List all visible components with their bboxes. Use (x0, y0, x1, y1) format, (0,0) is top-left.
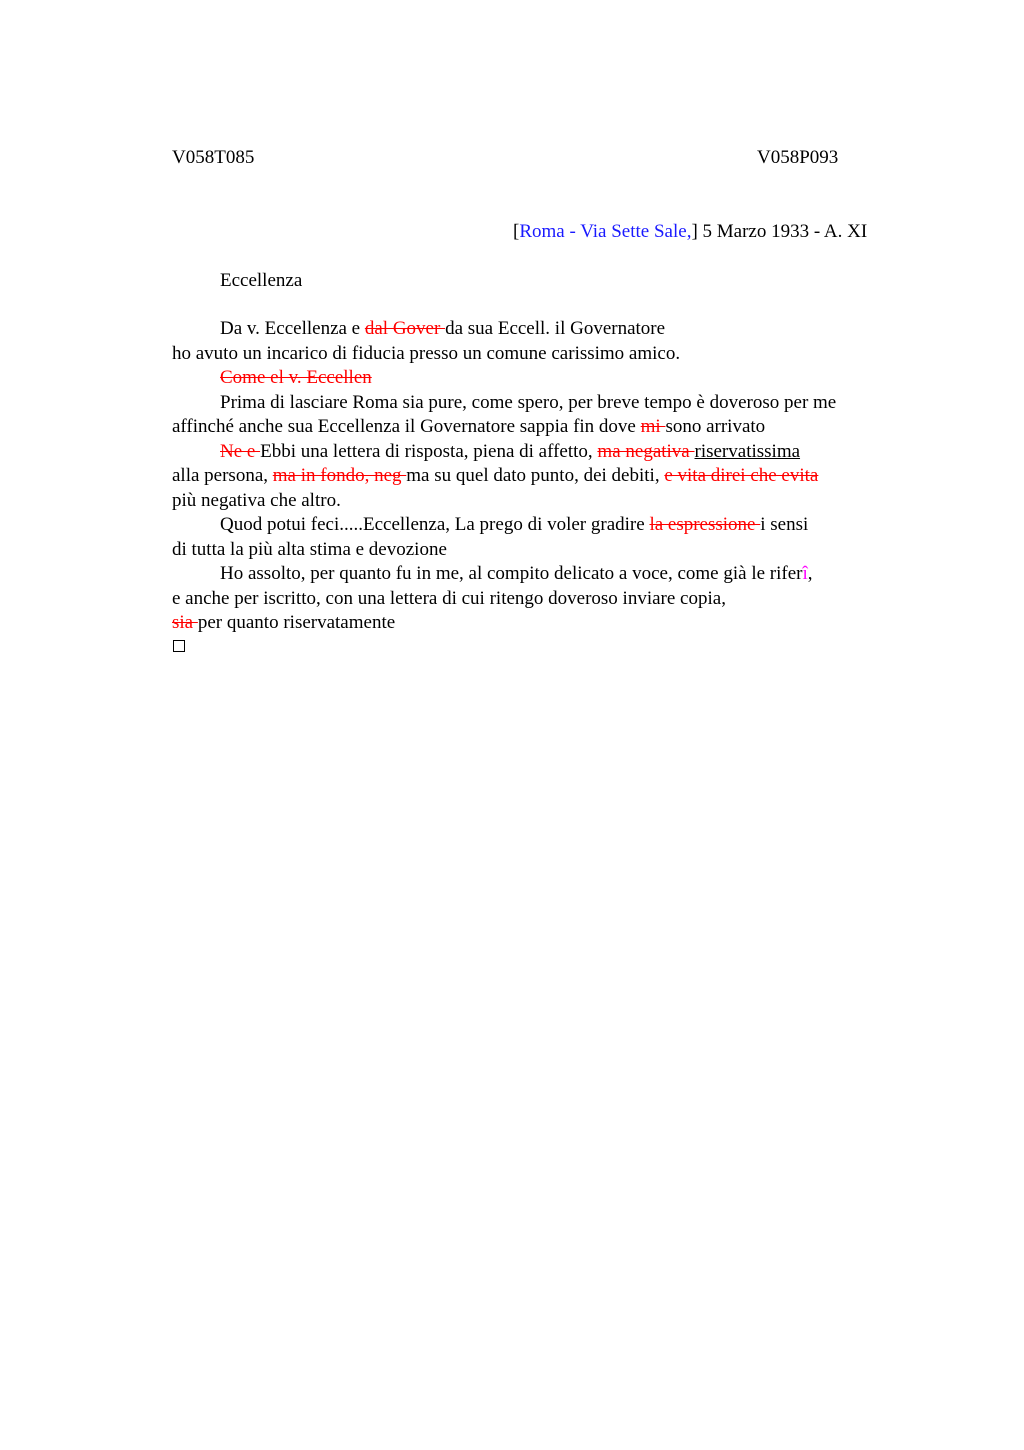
deleted-text: dal Gover (364, 318, 446, 339)
deleted-text: ma in fondo, neg (272, 465, 407, 486)
text-line-8: più negativa che altro. (172, 490, 341, 511)
text-line-4: Prima di lasciare Roma sia pure, come spero, per breve tempo è doveroso per me (220, 392, 837, 413)
empty-box-symbol (173, 640, 185, 652)
deleted-text: Ne e (220, 441, 261, 462)
text-line-13: sia per quanto riservatamente (172, 612, 396, 633)
deleted-text: e vita direi che evita (664, 465, 819, 486)
text-line-7: alla persona, ma in fondo, neg ma su quel dato punto, dei debiti, e vita direi che evita (172, 465, 819, 486)
deleted-text: sia (172, 612, 198, 633)
bracket-close: ] (691, 221, 698, 242)
underlined-text: riservatissima (694, 441, 801, 462)
deleted-text: Come el v. Eccellen (220, 367, 372, 388)
text-line-2: ho avuto un incarico di fiducia presso un comune carissimo amico. (172, 343, 681, 364)
text-line-6: Ne e Ebbi una lettera di risposta, piena di affetto, ma negativa riservatissima (220, 441, 801, 462)
deleted-text: la espressione (649, 514, 761, 535)
text-line-5: affinché anche sua Eccellenza il Governatore sappia fin dove mi sono arrivato (172, 416, 766, 437)
date-text: 5 Marzo 1933 - A. XI (697, 221, 868, 242)
text-line-3 (220, 366, 372, 390)
document-code-left: V058T085 (172, 147, 255, 168)
text-line-1: Da v. Eccellenza e dal Gover da sua Eccell. il Governatore (220, 318, 666, 339)
highlighted-char: î (802, 563, 808, 584)
deleted-text: ma negativa (597, 441, 695, 462)
deleted-text: mi (640, 416, 666, 437)
bracket-open: [ (513, 221, 520, 242)
place-name: Roma - Via Sette Sale, (519, 221, 692, 242)
text-line-9: Quod potui feci.....Eccellenza, La prego di voler gradire la espressione i sensi (220, 514, 809, 535)
text-line-11: Ho assolto, per quanto fu in me, al compito delicato a voce, come già le riferî, (220, 563, 813, 584)
text-line-12: e anche per iscritto, con una lettera di cui ritengo doveroso inviare copia, (172, 588, 726, 609)
salutation: Eccellenza (220, 270, 303, 291)
document-code-right: V058P093 (757, 147, 839, 168)
dateline (513, 221, 867, 243)
text-line-10: di tutta la più alta stima e devozione (172, 539, 447, 560)
